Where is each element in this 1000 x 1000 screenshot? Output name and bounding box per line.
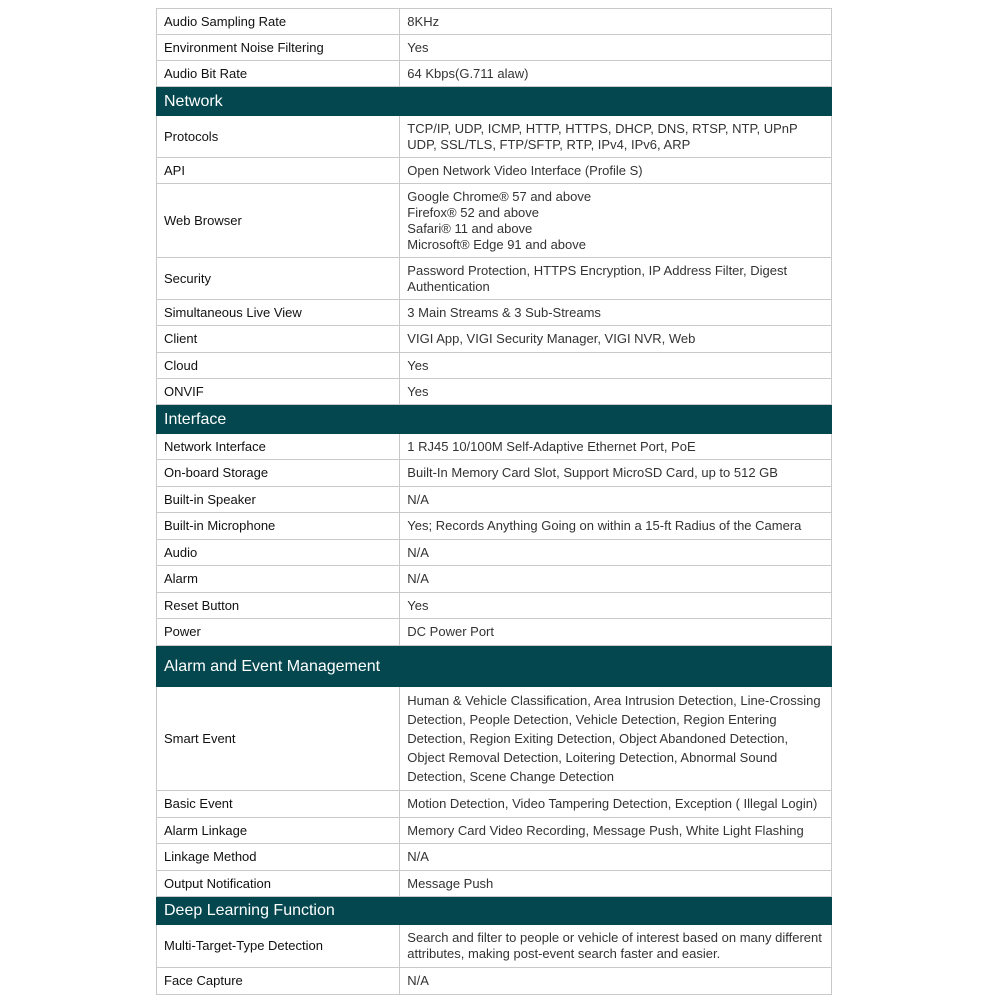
row-label: Alarm xyxy=(157,566,400,592)
row-value: VIGI App, VIGI Security Manager, VIGI NVR, Web xyxy=(407,331,696,346)
table-row xyxy=(156,818,832,844)
browser-line: Microsoft® Edge 91 and above xyxy=(407,236,586,252)
section-header-network: Network xyxy=(156,87,832,116)
table-row xyxy=(156,540,832,566)
row-value: Search and filter to people or vehicle of interest based on many different attributes, making post-event search faster and easier. xyxy=(407,930,822,961)
row-value: DC Power Port xyxy=(407,624,494,639)
table-row xyxy=(156,35,832,61)
section-header-alarm-event: Alarm and Event Management xyxy=(156,646,832,687)
table-row xyxy=(156,925,832,968)
table-row xyxy=(156,116,832,158)
row-value: N/A xyxy=(407,571,429,586)
table-row xyxy=(156,687,832,791)
row-label: Protocols xyxy=(157,116,400,157)
row-value: Motion Detection, Video Tampering Detection, Exception ( Illegal Login) xyxy=(407,796,818,811)
row-label: ONVIF xyxy=(157,379,400,404)
row-label: Audio Bit Rate xyxy=(157,61,400,86)
row-label: Output Notification xyxy=(157,871,400,896)
table-row xyxy=(156,871,832,897)
table-row xyxy=(156,184,832,258)
row-label: Environment Noise Filtering xyxy=(157,35,400,60)
row-label: Basic Event xyxy=(157,791,400,817)
row-value: N/A xyxy=(407,849,429,864)
row-label: Web Browser xyxy=(157,184,400,257)
row-value: Yes xyxy=(407,383,429,399)
table-row xyxy=(156,593,832,619)
row-value: 64 Kbps(G.711 alaw) xyxy=(407,65,529,81)
row-label: Power xyxy=(157,619,400,645)
row-value: Password Protection, HTTPS Encryption, IP Address Filter, Digest Authentication xyxy=(407,262,788,294)
table-row xyxy=(156,566,832,593)
row-value: N/A xyxy=(407,491,429,507)
table-row xyxy=(156,487,832,513)
table-row xyxy=(156,8,832,35)
table-row xyxy=(156,61,832,87)
row-label: API xyxy=(157,158,400,183)
row-value: Yes xyxy=(407,597,429,613)
table-row xyxy=(156,968,832,995)
row-value: Yes xyxy=(407,357,429,373)
row-label: Network Interface xyxy=(157,434,400,459)
row-label: Smart Event xyxy=(157,687,400,790)
browser-line: Firefox® 52 and above xyxy=(407,204,540,220)
row-label: Multi-Target-Type Detection xyxy=(157,925,400,967)
spec-table xyxy=(156,8,832,995)
row-value: Message Push xyxy=(407,875,494,891)
section-header-interface: Interface xyxy=(156,405,832,434)
row-label: Simultaneous Live View xyxy=(157,300,400,325)
table-row xyxy=(156,258,832,300)
table-row xyxy=(156,379,832,405)
row-label: Cloud xyxy=(157,353,400,378)
browser-line: Safari® 11 and above xyxy=(407,220,533,236)
row-label: Reset Button xyxy=(157,593,400,618)
row-value: TCP/IP, UDP, ICMP, HTTP, HTTPS, DHCP, DNS, RTSP, NTP, UPnP UDP, SSL/TLS, FTP/SFTP, RTP, IPv4, IPv6, ARP xyxy=(407,120,798,152)
row-value: Open Network Video Interface (Profile S) xyxy=(407,162,643,178)
row-value: 3 Main Streams & 3 Sub-Streams xyxy=(407,304,601,320)
row-value: 1 RJ45 10/100M Self-Adaptive Ethernet Port, PoE xyxy=(407,438,696,454)
table-row xyxy=(156,844,832,871)
row-value: Yes xyxy=(407,39,429,55)
row-label: Alarm Linkage xyxy=(157,818,400,843)
row-value xyxy=(400,184,831,257)
browser-line: Google Chrome® 57 and above xyxy=(407,188,592,204)
row-value: Built-In Memory Card Slot, Support MicroSD Card, up to 512 GB xyxy=(407,465,778,480)
row-label: Audio Sampling Rate xyxy=(157,9,400,34)
row-label: Face Capture xyxy=(157,968,400,994)
table-row xyxy=(156,353,832,379)
row-label: On-board Storage xyxy=(157,460,400,486)
table-row xyxy=(156,300,832,326)
row-label: Audio xyxy=(157,540,400,565)
table-row xyxy=(156,619,832,646)
row-value: N/A xyxy=(407,544,429,560)
table-row xyxy=(156,158,832,184)
row-value: Human & Vehicle Classification, Area Intrusion Detection, Line-Crossing Detection, People Detection, Vehicle Detection, Region Entering Detection, Region Exiting Detection, Object Abandoned Detection, Object Removal Detection, Loitering Detection, Abnormal Sound Detection, Scene Change Detection xyxy=(407,693,821,784)
row-value: Yes; Records Anything Going on within a 15-ft Radius of the Camera xyxy=(407,518,802,533)
row-value: 8KHz xyxy=(407,13,440,29)
row-label: Built-in Microphone xyxy=(157,513,400,539)
table-row xyxy=(156,513,832,540)
section-header-deep-learning: Deep Learning Function xyxy=(156,897,832,925)
row-label: Built-in Speaker xyxy=(157,487,400,512)
row-label: Security xyxy=(157,258,400,299)
row-value: N/A xyxy=(407,973,429,988)
table-row xyxy=(156,326,832,353)
table-row xyxy=(156,434,832,460)
table-row xyxy=(156,460,832,487)
table-row xyxy=(156,791,832,818)
row-label: Client xyxy=(157,326,400,352)
row-value: Memory Card Video Recording, Message Push, White Light Flashing xyxy=(407,822,804,838)
row-label: Linkage Method xyxy=(157,844,400,870)
